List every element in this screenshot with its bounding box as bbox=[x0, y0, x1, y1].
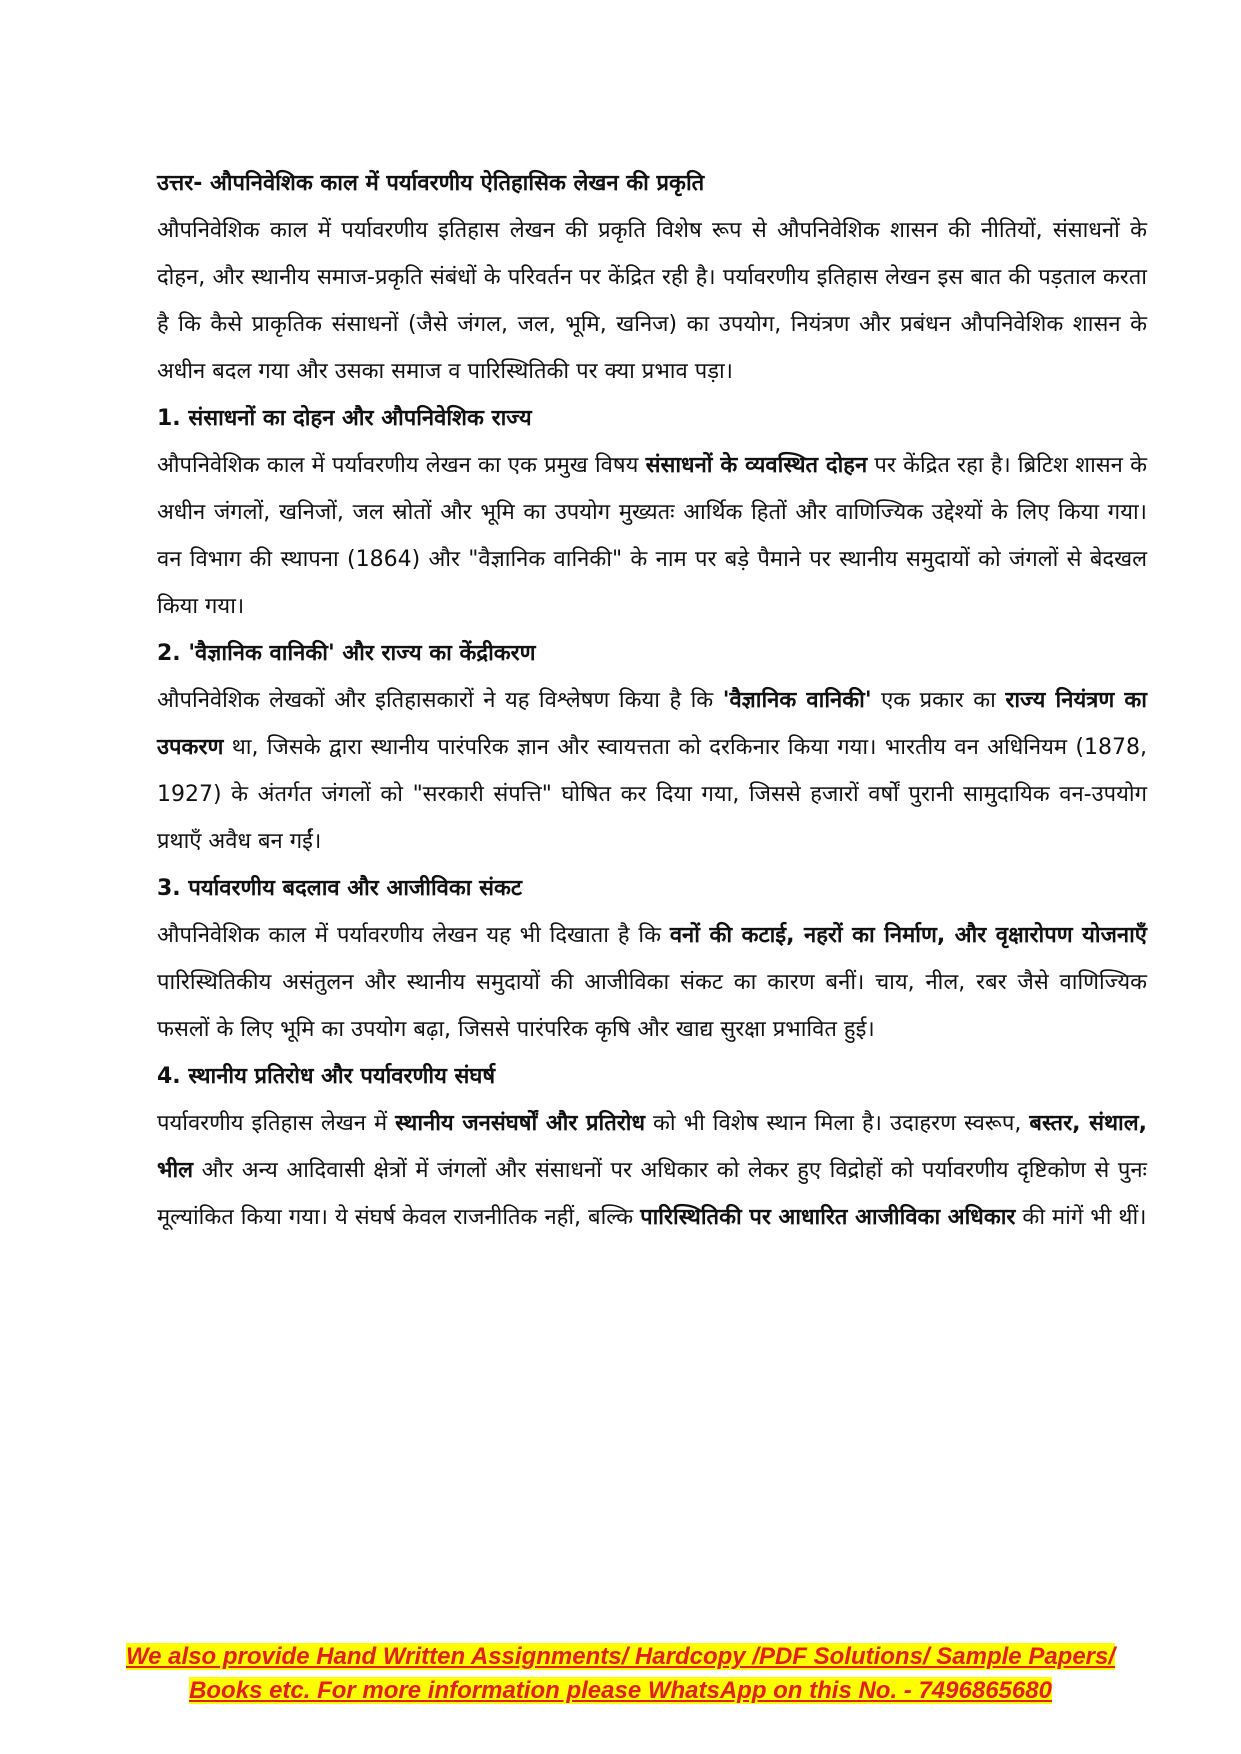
bold-text: पारिस्थितिकी पर आधारित आजीविका अधिकार bbox=[640, 1205, 1016, 1230]
bold-text: स्थानीय जनसंघर्षों और प्रतिरोध bbox=[395, 1111, 646, 1136]
section-heading-1: 1. संसाधनों का दोहन और औपनिवेशिक राज्य bbox=[157, 406, 532, 431]
text-run: एक प्रकार का bbox=[871, 688, 1006, 713]
text-run: पर केंद्रित रहा है। ब्रिटिश शासन के अधीन जंगलों, खनिजों, जल स्रोतों और भूमि का उपयोग मुख्यतः आर्थिक हितों और वाणिज्यिक उद्देश्यों के लिए किया गया। वन विभाग की स्थापना (1864) और "वैज्ञानिक वानिकी" के नाम पर बड़े पैमाने पर स्थानीय समुदायों को जंगलों से बेदखल किया गया। bbox=[157, 453, 1147, 619]
text-run: की मांगें भी थीं। bbox=[1015, 1205, 1147, 1230]
section-heading-3: 3. पर्यावरणीय बदलाव और आजीविका संकट bbox=[157, 876, 522, 901]
text-run: औपनिवेशिक काल में पर्यावरणीय लेखन यह भी दिखाता है कि bbox=[157, 923, 670, 948]
section-heading-4: 4. स्थानीय प्रतिरोध और पर्यावरणीय संघर्ष bbox=[157, 1064, 496, 1089]
section-paragraph-2 bbox=[157, 677, 1147, 865]
footer-line-1: We also provide Hand Written Assignments/ Hardcopy /PDF Solutions/ Sample Papers/ bbox=[125, 1643, 1116, 1670]
text-run: औपनिवेशिक काल में पर्यावरणीय लेखन का एक प्रमुख विषय bbox=[157, 453, 646, 478]
text-run: और अन्य आदिवासी क्षेत्रों में जंगलों और संसाधनों पर अधिकार को लेकर हुए विद्रोहों को पर्यावरणीय दृष्टिकोण से पुनः मूल्यांकित किया गया। ये संघर्ष केवल राजनीतिक नहीं, बल्कि bbox=[157, 1158, 1147, 1230]
section-paragraph-3 bbox=[157, 912, 1147, 1053]
text-run: औपनिवेशिक लेखकों और इतिहासकारों ने यह विश्लेषण किया है कि bbox=[157, 688, 723, 713]
section-heading-2: 2. 'वैज्ञानिक वानिकी' और राज्य का केंद्रीकरण bbox=[157, 641, 536, 666]
intro-paragraph: औपनिवेशिक काल में पर्यावरणीय इतिहास लेखन की प्रकृति विशेष रूप से औपनिवेशिक शासन की नीतियों, संसाधनों के दोहन, और स्थानीय समाज-प्रकृति संबंधों के परिवर्तन पर केंद्रित रही है। पर्यावरणीय इतिहास लेखन इस बात की पड़ताल करता है कि कैसे प्राकृतिक संसाधनों (जैसे जंगल, जल, भूमि, खनिज) का उपयोग, नियंत्रण और प्रबंधन औपनिवेशिक शासन के अधीन बदल गया और उसका समाज व पारिस्थितिकी पर क्या प्रभाव पड़ा। bbox=[157, 218, 1147, 384]
bold-text: संसाधनों के व्यवस्थित दोहन bbox=[645, 453, 868, 478]
section-paragraph-1 bbox=[157, 442, 1147, 630]
text-run: पारिस्थितिकीय असंतुलन और स्थानीय समुदायों की आजीविका संकट का कारण बनीं। चाय, नील, रबर जैसे वाणिज्यिक फसलों के लिए भूमि का उपयोग बढ़ा, जिससे पारंपरिक कृषि और खाद्य सुरक्षा प्रभावित हुई। bbox=[157, 970, 1147, 1042]
bold-text: वनों की कटाई, नहरों का निर्माण, और वृक्षारोपण योजनाएँ bbox=[669, 923, 1147, 948]
bold-text: बस्तर, संथाल, भील bbox=[157, 1111, 1147, 1183]
bold-text: 'वैज्ञानिक वानिकी' bbox=[722, 688, 872, 713]
page-title: उत्तर- औपनिवेशिक काल में पर्यावरणीय ऐतिहासिक लेखन की प्रकृति bbox=[157, 171, 705, 196]
footer-line-2: Books etc. For more information please WhatsApp on this No. - 7496865680 bbox=[189, 1677, 1052, 1704]
text-run: को भी विशेष स्थान मिला है। उदाहरण स्वरूप, bbox=[645, 1111, 1030, 1136]
document-body bbox=[157, 160, 1147, 1241]
footer-notice bbox=[60, 1640, 1181, 1708]
bold-text: राज्य नियंत्रण का उपकरण bbox=[157, 688, 1148, 760]
text-run: था, जिसके द्वारा स्थानीय पारंपरिक ज्ञान और स्वायत्तता को दरकिनार किया गया। भारतीय वन अधिनियम (1878, 1927) के अंतर्गत जंगलों को "सरकारी संपत्ति" घोषित कर दिया गया, जिससे हजारों वर्षों पुरानी सामुदायिक वन-उपयोग प्रथाएँ अवैध बन गईं। bbox=[157, 735, 1147, 854]
section-paragraph-4 bbox=[157, 1100, 1147, 1241]
text-run: पर्यावरणीय इतिहास लेखन में bbox=[157, 1111, 396, 1136]
